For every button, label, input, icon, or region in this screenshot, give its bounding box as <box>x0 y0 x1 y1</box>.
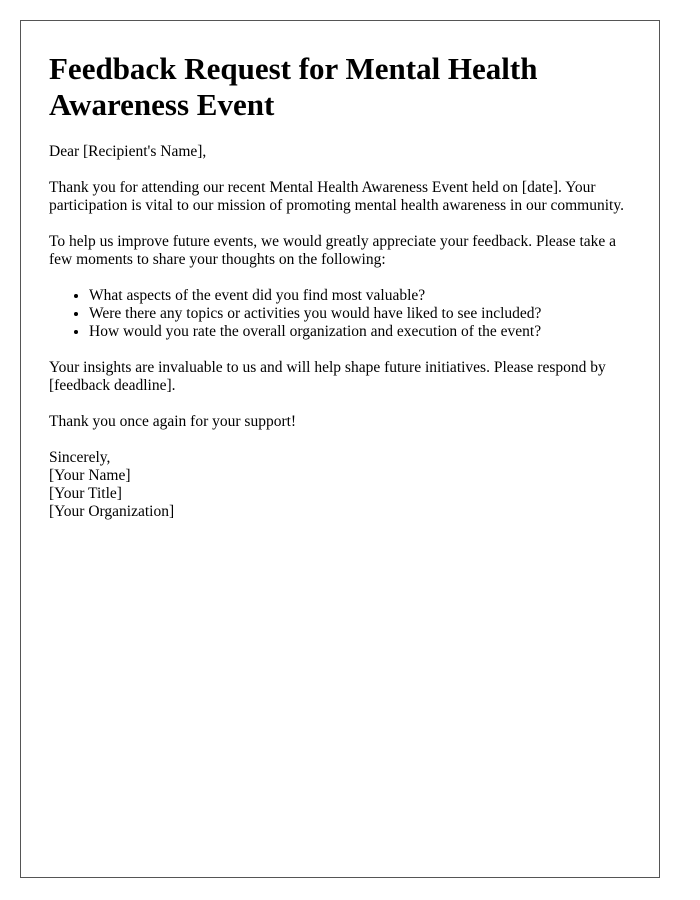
salutation: Dear [Recipient's Name], <box>49 143 207 160</box>
list-item: • What aspects of the event did you find most valuable? <box>89 287 631 305</box>
letter-title: Feedback Request for Mental Health Awareness Event <box>49 51 538 122</box>
signature-block <box>49 449 631 521</box>
closing: Sincerely, <box>49 449 111 466</box>
list-item: • Were there any topics or activities you would have liked to see included? <box>89 305 631 323</box>
intro-paragraph: Thank you for attending our recent Mental Health Awareness Event held on [date]. Your participation is vital to our mission of promoting mental health awareness in our community. <box>49 179 624 214</box>
feedback-questions-list <box>49 287 631 341</box>
request-paragraph: To help us improve future events, we would greatly appreciate your feedback. Please take a few moments to share your thoughts on the following: <box>49 233 617 268</box>
thanks-paragraph: Thank you once again for your support! <box>49 413 297 430</box>
list-item: • How would you rate the overall organization and execution of the event? <box>89 323 631 341</box>
deadline-paragraph: Your insights are invaluable to us and will help shape future initiatives. Please respond by [feedback deadline]. <box>49 359 606 394</box>
letter-page <box>20 20 660 878</box>
sender-name: [Your Name] <box>49 467 131 484</box>
sender-title: [Your Title] <box>49 485 122 502</box>
sender-organization: [Your Organization] <box>49 503 175 520</box>
